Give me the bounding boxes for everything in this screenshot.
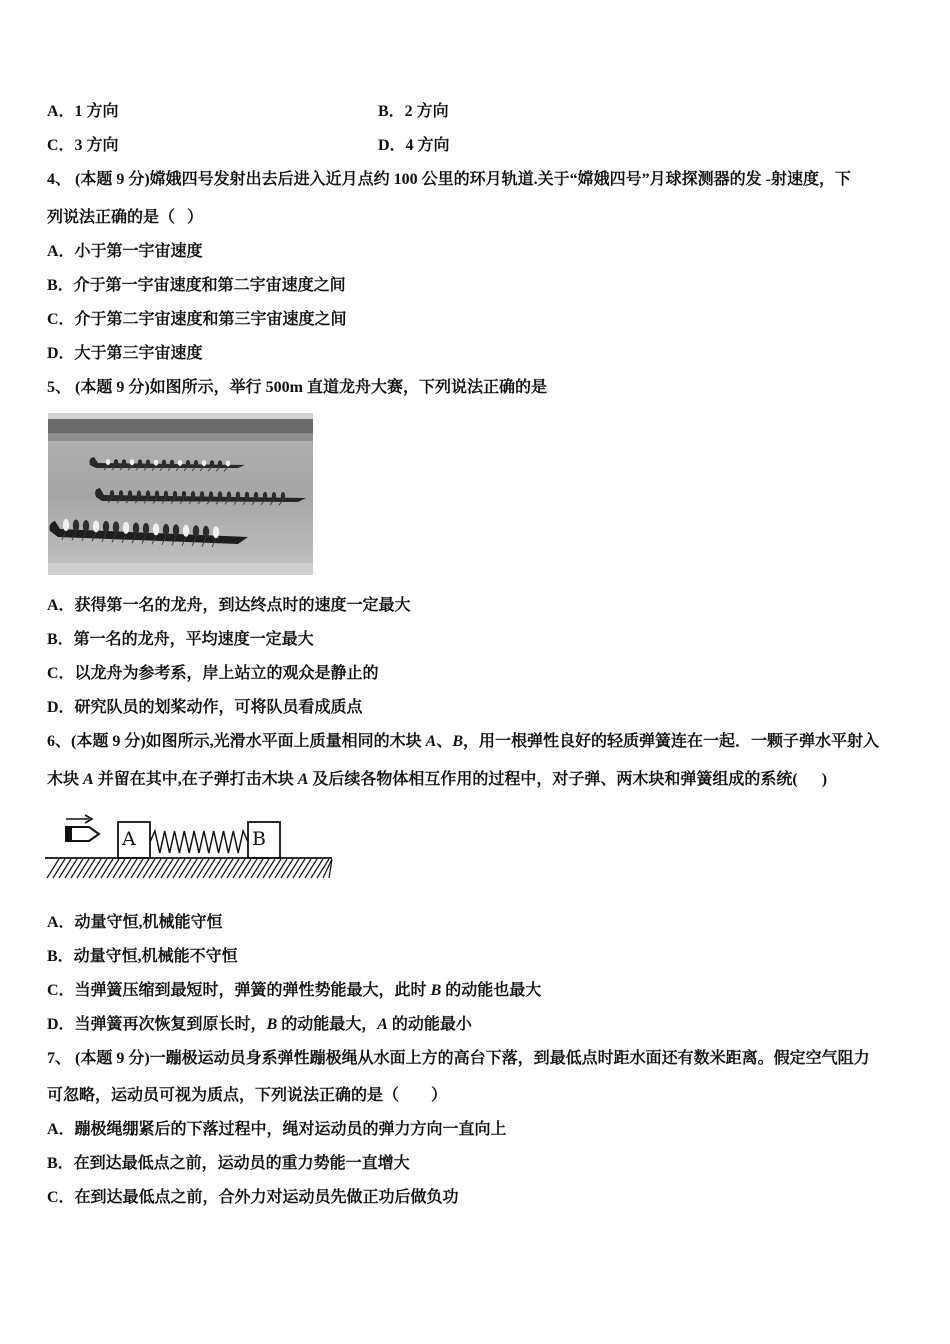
hatch-stroke [119, 859, 131, 878]
rower [194, 460, 198, 466]
bullet-base [66, 827, 72, 841]
rower [226, 460, 230, 466]
rower [128, 490, 132, 498]
q6-option-c-text: C．当弹簧压缩到最短时，弹簧的弹性势能最大，此时 [47, 982, 431, 999]
rower [209, 491, 213, 499]
hatch-stroke [95, 859, 107, 878]
hatch-stroke [293, 859, 305, 878]
hatch-stroke [101, 859, 113, 878]
rower [119, 490, 123, 498]
rower [113, 521, 119, 533]
rower [173, 524, 179, 536]
rower [138, 459, 142, 465]
hatch-stroke [299, 859, 311, 878]
hatch-stroke [53, 859, 65, 878]
rower [93, 520, 99, 532]
hatch-stroke [107, 859, 119, 878]
q7-option-c: C．在到达最低点之前，合外力对运动员先做正功后做负功 [47, 1189, 459, 1206]
rower [193, 525, 199, 537]
block-a-label: A [122, 828, 136, 850]
hatch-stroke [311, 859, 323, 878]
hatch-stroke [65, 859, 77, 878]
q6-option-c [47, 981, 541, 1001]
hatch-stroke [83, 859, 95, 878]
rower [182, 491, 186, 499]
rower [173, 491, 177, 499]
q6-option-c-text: 的动能也最大 [441, 982, 542, 999]
rower [164, 491, 168, 499]
hatch-stroke [257, 859, 269, 878]
rower [146, 459, 150, 465]
hatch-stroke [137, 859, 149, 878]
q6-option-a: A．动量守恒,机械能守恒 [47, 914, 223, 931]
rower [103, 521, 109, 533]
hatch-stroke [191, 859, 203, 878]
rower [203, 526, 209, 538]
q5-option-a: A．获得第一名的龙舟，到达终点时的速度一定最大 [47, 597, 411, 614]
hatch-stroke [269, 859, 281, 878]
q6-stem-line-1 [47, 732, 879, 752]
hatch-stroke [113, 859, 125, 878]
hatch-stroke [155, 859, 167, 878]
q6-block-b-ref: B [430, 982, 442, 999]
block-b-label: B [252, 828, 266, 850]
hatch-stroke [221, 859, 233, 878]
hatch-stroke [77, 859, 89, 878]
hatch-stroke [305, 859, 317, 878]
hatch-stroke [227, 859, 239, 878]
rower [130, 459, 134, 465]
rower [200, 491, 204, 499]
rower [281, 492, 285, 500]
rower [73, 519, 79, 531]
q7-stem-line-1: 7、 (本题 9 分)一蹦极运动员身系弹性蹦极绳从水面上方的高台下落，到最低点时距水面还有数米距离。假定空气阻力 [47, 1050, 870, 1067]
spring [150, 831, 248, 853]
dragon-boat-photo [48, 413, 313, 575]
rower [154, 460, 158, 466]
q6-block-a-ref: A [297, 771, 309, 788]
rower [122, 459, 126, 465]
rower [114, 459, 118, 465]
rower [202, 460, 206, 466]
hatch-stroke [131, 859, 143, 878]
q7-stem-line-2: 可忽略，运动员可视为质点，下列说法正确的是（ ） [47, 1087, 448, 1104]
q4-stem-line-1: 4、 (本题 9 分)嫦娥四号发射出去后进入近月点约 100 公里的环月轨道.关于“嫦娥四号”月球探测器的发 -射速度，下 [47, 171, 851, 188]
hatch-stroke [203, 859, 215, 878]
q6-option-b: B．动量守恒,机械能不守恒 [47, 948, 238, 965]
near-water [48, 563, 313, 575]
q6-stem-text: 、 [436, 733, 453, 750]
q4-option-a: A．小于第一宇宙速度 [47, 243, 203, 260]
q6-stem-text: 木块 [47, 771, 84, 788]
q3-option-c: C．3 方向 [47, 137, 119, 154]
q6-option-d [47, 1015, 472, 1035]
q3-option-a: A．1 方向 [47, 103, 119, 120]
hatch-stroke [173, 859, 185, 878]
q6-stem-text: 及后续各物体相互作用的过程中，对子弹、两木块和弹簧组成的系统( ) [308, 771, 828, 788]
rower [245, 492, 249, 500]
hatch-stroke [245, 859, 257, 878]
rower [162, 460, 166, 466]
hatch-stroke [125, 859, 137, 878]
rower [83, 520, 89, 532]
rower [218, 491, 222, 499]
rower [227, 491, 231, 499]
rower [236, 492, 240, 500]
q6-stem-text: 6、(本题 9 分)如图所示,光滑水平面上质量相同的木块 [47, 733, 426, 750]
hatch-stroke [215, 859, 227, 878]
q7-option-a: A．蹦极绳绷紧后的下落过程中，绳对运动员的弹力方向一直向上 [47, 1121, 507, 1138]
q7-option-b: B．在到达最低点之前，运动员的重力势能一直增大 [47, 1155, 410, 1172]
q6-block-b-ref: B [452, 733, 464, 750]
far-shore-trees [48, 419, 313, 433]
q5-option-b: B．第一名的龙舟，平均速度一定最大 [47, 631, 314, 648]
ground-hatching [47, 859, 332, 878]
rower [218, 460, 222, 466]
hatch-stroke [275, 859, 287, 878]
rower [186, 460, 190, 466]
rower [163, 524, 169, 536]
q4-option-b: B．介于第一宇宙速度和第二宇宙速度之间 [47, 277, 346, 294]
q6-option-d-text: 的动能最小 [387, 1016, 472, 1033]
rower [155, 491, 159, 499]
hatch-stroke [143, 859, 155, 878]
rower [263, 492, 267, 500]
rower [133, 522, 139, 534]
rower [106, 459, 110, 465]
q5-stem: 5、 (本题 9 分)如图所示，举行 500m 直道龙舟大赛，下列说法正确的是 [47, 379, 547, 396]
hatch-stroke [197, 859, 209, 878]
q3-option-b: B．2 方向 [378, 103, 449, 120]
q3-option-d: D．4 方向 [378, 137, 450, 154]
q5-option-c: C．以龙舟为参考系，岸上站立的观众是静止的 [47, 665, 379, 682]
rower [272, 492, 276, 500]
rower [63, 519, 69, 531]
hatch-stroke [251, 859, 263, 878]
dragon-boat-photo-svg [48, 413, 313, 575]
rower [183, 525, 189, 537]
q6-stem-text: ，用一根弹性良好的轻质弹簧连在一起．一颗子弹水平射入 [463, 733, 880, 750]
spring-block-diagram [45, 812, 335, 882]
rower [170, 460, 174, 466]
hatch-stroke [263, 859, 275, 878]
rower [146, 490, 150, 498]
hatch-stroke [287, 859, 299, 878]
hatch-stroke [71, 859, 83, 878]
rower [191, 491, 195, 499]
rower [110, 490, 114, 498]
q4-option-d: D．大于第三宇宙速度 [47, 345, 203, 362]
rower [178, 460, 182, 466]
hatch-stroke [161, 859, 173, 878]
hatch-stroke [239, 859, 251, 878]
q4-stem-line-2: 列说法正确的是（ ） [47, 209, 204, 226]
hatch-stroke [89, 859, 101, 878]
q6-stem-line-2 [47, 770, 827, 790]
q6-block-a-ref: A [83, 771, 94, 788]
rower [213, 526, 219, 538]
hatch-stroke [59, 859, 71, 878]
rower [137, 490, 141, 498]
q6-option-d-text: D．当弹簧再次恢复到原长时， [47, 1016, 267, 1033]
hatch-stroke [149, 859, 161, 878]
hatch-stroke [167, 859, 179, 878]
hatch-stroke [185, 859, 197, 878]
q6-option-d-text: 的动能最大， [277, 1016, 378, 1033]
q6-stem-text: 并留在其中,在子弹打击木块 [93, 771, 298, 788]
hatch-stroke [179, 859, 191, 878]
hatch-stroke [233, 859, 245, 878]
q5-option-d: D．研究队员的划桨动作，可将队员看成质点 [47, 699, 363, 716]
rower [123, 522, 129, 534]
hatch-stroke [281, 859, 293, 878]
q6-block-b-ref: B [266, 1016, 278, 1033]
hatch-stroke [209, 859, 221, 878]
q4-option-c: C．介于第二宇宙速度和第三宇宙速度之间 [47, 311, 347, 328]
far-shore-sky [48, 413, 313, 419]
hatch-stroke [47, 859, 59, 878]
rower [254, 492, 258, 500]
q6-block-a-ref: A [425, 733, 437, 750]
rower [210, 460, 214, 466]
shore-reflection [48, 433, 313, 441]
rower [153, 523, 159, 535]
rower [143, 523, 149, 535]
q6-block-a-ref: A [377, 1016, 388, 1033]
